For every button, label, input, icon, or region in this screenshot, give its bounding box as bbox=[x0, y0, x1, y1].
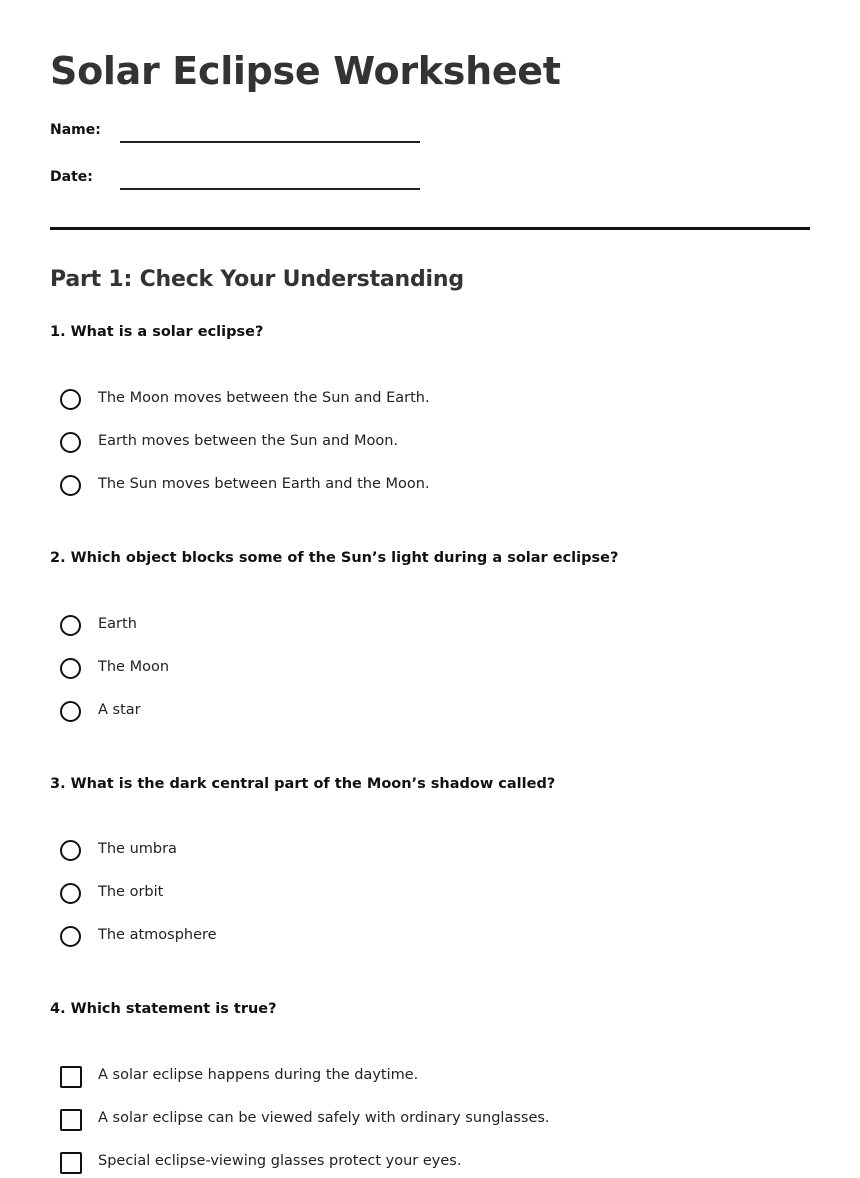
checkbox[interactable] bbox=[60, 1066, 82, 1088]
option-4a[interactable] bbox=[60, 1066, 760, 1092]
radio-button[interactable] bbox=[60, 615, 81, 636]
date-label: Date: bbox=[50, 169, 93, 185]
option-3a[interactable] bbox=[60, 840, 760, 866]
radio-button[interactable] bbox=[60, 840, 81, 861]
option-1b[interactable] bbox=[60, 432, 760, 458]
date-field bbox=[50, 169, 470, 195]
option-label: The Sun moves between Earth and the Moon. bbox=[98, 476, 430, 492]
option-label: The Moon bbox=[98, 659, 170, 675]
name-label: Name: bbox=[50, 122, 101, 138]
option-label: The orbit bbox=[98, 884, 164, 900]
option-label: Earth bbox=[98, 616, 137, 632]
name-input-line[interactable] bbox=[120, 141, 420, 143]
radio-button[interactable] bbox=[60, 432, 81, 453]
radio-button[interactable] bbox=[60, 389, 81, 410]
option-label: A solar eclipse happens during the daytime. bbox=[98, 1067, 419, 1083]
option-label: The Moon moves between the Sun and Earth. bbox=[98, 390, 430, 406]
checkbox[interactable] bbox=[60, 1152, 82, 1174]
question-text: 3. What is the dark central part of the Moon’s shadow called? bbox=[50, 776, 556, 792]
checkbox[interactable] bbox=[60, 1109, 82, 1131]
radio-button[interactable] bbox=[60, 701, 81, 722]
option-2a[interactable] bbox=[60, 615, 760, 641]
header-divider bbox=[50, 227, 810, 230]
question-text: 1. What is a solar eclipse? bbox=[50, 324, 264, 340]
option-2c[interactable] bbox=[60, 701, 760, 727]
radio-button[interactable] bbox=[60, 475, 81, 496]
radio-button[interactable] bbox=[60, 658, 81, 679]
option-label: The atmosphere bbox=[98, 927, 217, 943]
option-label: Special eclipse-viewing glasses protect your eyes. bbox=[98, 1153, 462, 1169]
option-4c[interactable] bbox=[60, 1152, 760, 1178]
option-label: Earth moves between the Sun and Moon. bbox=[98, 433, 399, 449]
question-text: 4. Which statement is true? bbox=[50, 1001, 277, 1017]
radio-button[interactable] bbox=[60, 926, 81, 947]
option-1c[interactable] bbox=[60, 475, 760, 501]
name-field bbox=[50, 122, 470, 148]
radio-button[interactable] bbox=[60, 883, 81, 904]
option-4b[interactable] bbox=[60, 1109, 760, 1135]
option-2b[interactable] bbox=[60, 658, 760, 684]
option-label: A star bbox=[98, 702, 141, 718]
worksheet-title: Solar Eclipse Worksheet bbox=[50, 49, 561, 93]
date-input-line[interactable] bbox=[120, 188, 420, 190]
option-1a[interactable] bbox=[60, 389, 760, 415]
option-label: The umbra bbox=[98, 841, 177, 857]
option-3b[interactable] bbox=[60, 883, 760, 909]
section-title: Part 1: Check Your Understanding bbox=[50, 267, 464, 292]
question-text: 2. Which object blocks some of the Sun’s light during a solar eclipse? bbox=[50, 550, 619, 566]
option-3c[interactable] bbox=[60, 926, 760, 952]
option-label: A solar eclipse can be viewed safely with ordinary sunglasses. bbox=[98, 1110, 550, 1126]
